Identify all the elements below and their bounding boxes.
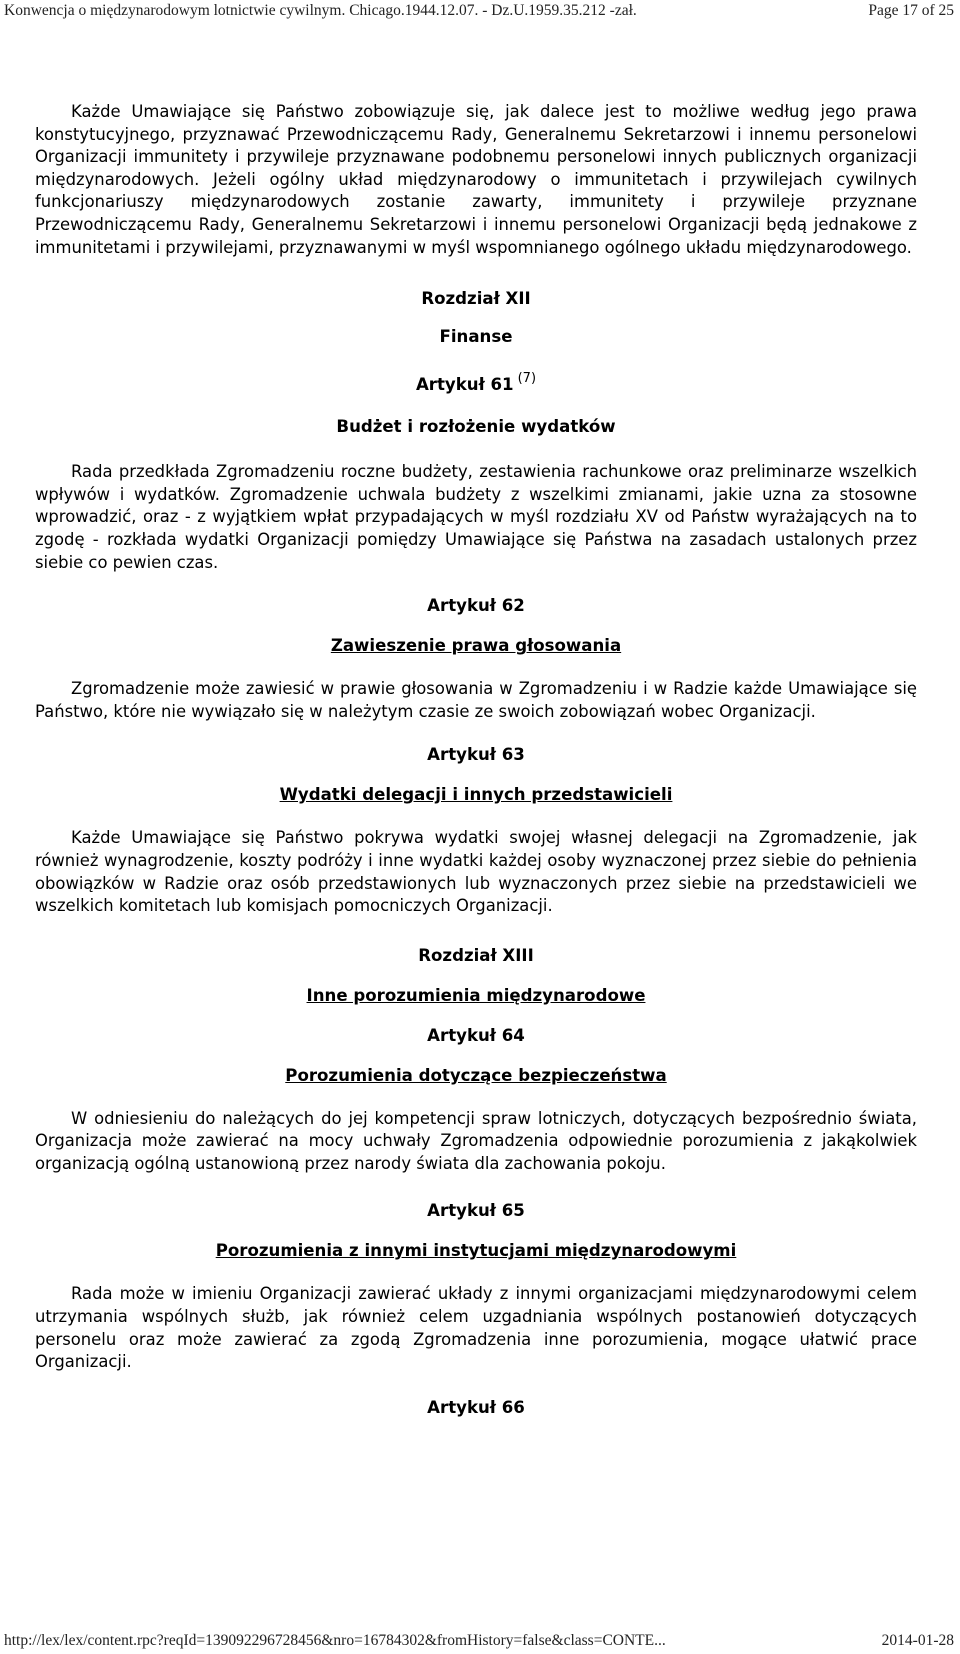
article-64-paragraph: W odniesieniu do należących do jej kompetencji spraw lotniczych, dotyczących bezpośrednio świata, Organizacja może zawierać na mocy uchwały Zgromadzenia odpowiednie porozumienia z jakąkolwiek organizacją ogólną ustanowioną przez narody świata dla zachowania pokoju. [35,1108,917,1173]
article-64-title: Porozumienia dotyczące bezpieczeństwa [285,1065,667,1085]
article-65-paragraph: Rada może w imieniu Organizacji zawierać układy z innymi organizacjami międzynarodowymi celem utrzymania wspólnych służb, jak również celem uzgadniania wspólnych postanowień dotyczących personelu oraz może zawierać za zgodą Zgromadzenia inne porozumienia, mogące ułatwić prace Organizacji. [35,1284,917,1372]
page-number: Page 17 of 25 [868,2,954,19]
page-footer [0,1630,960,1654]
article-62-title: Zawieszenie prawa głosowania [330,636,622,656]
article-63-heading: Artykuł 63 [427,745,525,765]
article-65-heading: Artykuł 65 [427,1201,525,1221]
chapter-13-heading: Rozdział XIII [418,945,534,965]
article-63-title: Wydatki delegacji i innych przedstawicieli [279,785,673,805]
article-61-title: Budżet i rozłożenie wydatków [336,417,616,437]
article-64-heading: Artykuł 64 [427,1025,525,1045]
source-url: http://lex/lex/content.rpc?reqId=139092296728456&nro=16784302&fromHistory=false&class=CONTE... [4,1632,666,1649]
article-61-label: Artykuł 61 [415,375,514,395]
article-61-paragraph: Rada przedkłada Zgromadzeniu roczne budżety, zestawienia rachunkowe oraz preliminarze wszelkich wpływów i wydatków. Zgromadzenie uchwala budżety z wszelkimi zmianami, jakie uzna za stosowne wprowadzić, oraz - z wyjątkiem wpłat przypadających w myśl rozdziału XV od Państw wyrażających na to zgodę - rozkłada wydatki Organizacji pomiędzy Umawiające się Państwa na zasadach ustalonych przez siebie co pewien czas. [35,462,917,572]
article-62-heading: Artykuł 62 [427,596,525,616]
article-60-paragraph: Każde Umawiające się Państwo zobowiązuje się, jak dalece jest to możliwe według jego prawa konstytucyjnego, przyznawać Przewodniczącemu Rady, Generalnemu Sekretarzowi i innemu personelowi Organizacji immunitety i przywileje przyznawane podobnemu personelowi innych publicznych organizacji międzynarodowych. Jeżeli ogólny układ międzynarodowy o immunitetach i przywilejach cywilnych funkcjonariuszy międzynarodowych zostanie zawarty, immunitety i przywileje przyznane Przewodniczącemu Rady, Generalnemu Sekretarzowi i innemu personelowi Organizacji będą jednakowe z immunitetami i przywilejami, przyznawanymi w myśl wspomnianego ogólnego układu międzynarodowego. [35,102,917,257]
article-65-title: Porozumienia z innymi instytucjami międzynarodowymi [215,1241,737,1261]
article-63-paragraph: Każde Umawiające się Państwo pokrywa wydatki swojej własnej delegacji na Zgromadzenie, jak również wynagrodzenie, koszty podróży i inne wydatki każdej osoby wyznaczonej przez siebie do pełnienia obowiązków w Radzie oraz osób przedstawionych lub wyznaczonych przez siebie na przedstawicieli we wszelkich komitetach lub komisjach pomocniczych Organizacji. [35,828,917,916]
chapter-13-title: Inne porozumienia międzynarodowe [306,985,646,1005]
article-62-paragraph: Zgromadzenie może zawiesić w prawie głosowania w Zgromadzeniu i w Radzie każde Umawiające się Państwo, które nie wywiązało się w należytym czasie ze swoich zobowiązań wobec Organizacji. [35,679,917,721]
document-title: Konwencja o międzynarodowym lotnictwie cywilnym. Chicago.1944.12.07. - Dz.U.1959.35.212 -zał. [4,2,637,19]
print-date: 2014-01-28 [881,1632,954,1649]
chapter-12-title: Finanse [439,327,513,347]
article-66-heading: Artykuł 66 [427,1397,525,1417]
chapter-12-heading: Rozdział XII [421,289,531,309]
article-61-heading [35,367,917,397]
document-body [35,101,917,1420]
page-header [0,0,960,26]
footnote-reference[interactable]: (7) [517,371,537,387]
